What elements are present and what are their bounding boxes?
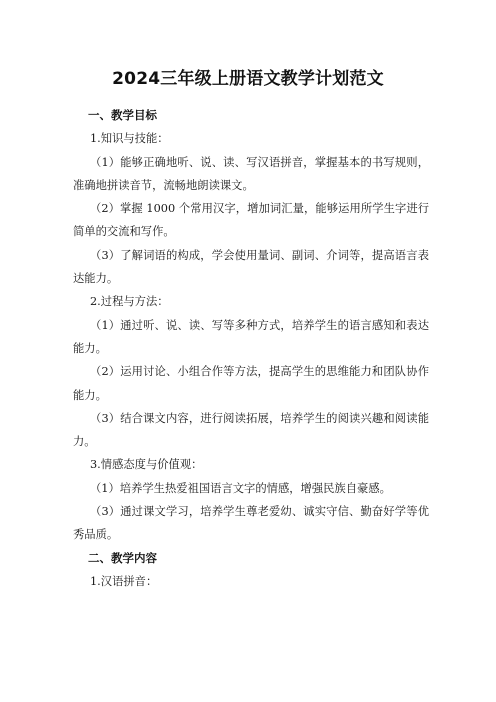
subheading: 3.情感态度与价值观： [90, 458, 203, 472]
paragraph: （2）运用讨论、小组合作等方法，提高学生的思维能力和团队协作能力。 [73, 365, 429, 402]
paragraph: （3）了解词语的构成，学会使用量词、副词、介词等，提高语言表达能力。 [73, 248, 429, 286]
paragraph: （3）通过课文学习，培养学生尊老爱幼、诚实守信、勤奋好学等优秀品质。 [73, 505, 429, 542]
document-body [73, 104, 429, 593]
subheading: 1.知识与技能： [90, 132, 169, 146]
paragraph: （2）掌握 1000 个常用汉字，增加词汇量，能够运用所学生字进行简单的交流和写作。 [73, 202, 429, 239]
subheading: 1.汉语拼音： [90, 574, 158, 588]
section-heading: 一、教学目标 [88, 108, 157, 122]
paragraph: （1）能够正确地听、说、读、写汉语拼音，掌握基本的书写规则，准确地拼读音节，流畅地朗读课文。 [73, 155, 429, 192]
paragraph: （1）通过听、说、读、写等多种方式，培养学生的语言感知和表达能力。 [73, 318, 429, 355]
paragraph: （3）结合课文内容，进行阅读拓展，培养学生的阅读兴趣和阅读能力。 [73, 411, 429, 449]
section-heading: 二、教学内容 [88, 550, 157, 565]
document-title: 2024三年级上册语文教学计划范文 [112, 69, 384, 89]
paragraph: （1）培养学生热爱祖国语言文字的情感，增强民族自豪感。 [90, 481, 391, 495]
subheading: 2.过程与方法： [90, 295, 169, 309]
